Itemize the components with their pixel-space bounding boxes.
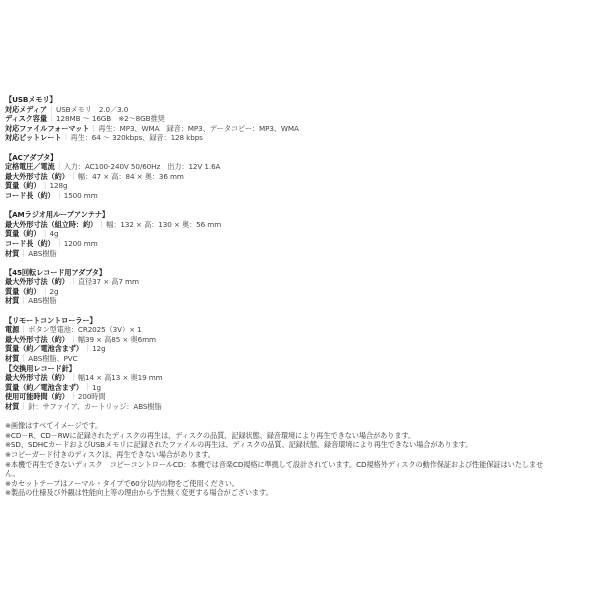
- spec-value: 針：サファイア、カートリッジ：ABS樹脂: [28, 402, 162, 411]
- spec-value: ボタン型電池：CR2025（3V）× 1: [28, 325, 142, 335]
- spec-label: 最大外形寸法（組立時：約）: [5, 219, 98, 229]
- spec-row: [5, 220, 597, 230]
- spec-value: 12g: [92, 344, 106, 354]
- spec-label: 対応ファイルフォーマット: [5, 123, 90, 133]
- note-line: ※カセットテープはノーマル・タイプで60分以内の物をご使用ください。: [5, 478, 239, 488]
- spec-row: [5, 114, 597, 124]
- spec-row: [5, 344, 597, 354]
- separator: ｜: [55, 190, 63, 200]
- spec-row: [5, 287, 597, 297]
- spec-value: ABS樹脂: [28, 248, 57, 258]
- spec-value: 4g: [49, 229, 59, 239]
- spec-row: [5, 325, 597, 335]
- separator: ｜: [62, 133, 70, 143]
- separator: ｜: [69, 277, 77, 287]
- note-line: ※製品の仕様及び外観は性能向上等の理由から予告無く変更する場合がございます。: [5, 488, 273, 498]
- spec-label: 電源: [5, 325, 20, 335]
- spec-value: 200時間: [77, 392, 106, 402]
- spec-section: [5, 153, 597, 201]
- spec-row: [5, 172, 597, 182]
- spec-section: [5, 95, 597, 143]
- spec-label: 使用可能時間（約）: [5, 392, 69, 402]
- spec-label: コード長（約）: [5, 238, 55, 248]
- separator: ｜: [41, 286, 49, 296]
- spec-row: [5, 239, 597, 249]
- spec-label: 最大外形寸法（約）: [5, 334, 69, 344]
- spec-value: 再生：MP3、WMA 録音：MP3、データコピー：MP3、WMA: [98, 123, 299, 133]
- separator: ｜: [41, 229, 49, 239]
- spec-value: 幅：132 × 高：130 × 奥：56 mm: [106, 219, 222, 229]
- separator: ｜: [47, 114, 56, 124]
- notes-list: [5, 421, 597, 498]
- spacer: [5, 306, 597, 316]
- spec-sections: [5, 95, 597, 412]
- spec-value: 入力：AC100-240V 50/60Hz 出力：12V 1.6A: [63, 162, 221, 172]
- section-heading: 【交換用レコード針】: [5, 363, 76, 373]
- separator: ｜: [69, 334, 77, 344]
- note-line: ※画像はすべてイメージです。: [5, 421, 103, 431]
- spec-label: 材質: [5, 402, 20, 411]
- spacer: [5, 143, 597, 153]
- note-line: ん。: [5, 469, 20, 479]
- spec-label: 質量（約）: [5, 286, 41, 296]
- separator: ｜: [20, 296, 28, 306]
- separator: ｜: [83, 344, 92, 354]
- spec-row: [5, 392, 597, 402]
- spec-value: 1g: [92, 382, 101, 392]
- spec-row: [5, 191, 597, 201]
- spec-row: [5, 105, 597, 115]
- spec-value: 再生：64 ～ 320kbps、録音：128 kbps: [70, 133, 203, 143]
- spec-document: [5, 95, 597, 498]
- spec-value: 1200 mm: [63, 238, 98, 248]
- separator: ｜: [69, 373, 77, 383]
- separator: ｜: [90, 123, 98, 133]
- section-heading: 【リモートコントローラー】: [5, 315, 97, 325]
- spec-label: ディスク容量: [5, 114, 47, 124]
- spec-label: 材質: [5, 354, 20, 364]
- spacer: [5, 258, 597, 268]
- spec-label: 最大外形寸法（約）: [5, 277, 69, 287]
- spec-row: [5, 162, 597, 172]
- spec-row: [5, 181, 597, 191]
- spec-row: [5, 402, 597, 412]
- spec-row: [5, 249, 597, 259]
- spec-label: コード長（約）: [5, 190, 55, 200]
- separator: ｜: [47, 104, 56, 114]
- spec-value: 2g: [49, 286, 59, 296]
- spec-row: [5, 335, 597, 345]
- spec-label: 質量（約）: [5, 229, 41, 239]
- spec-value: 幅：47 × 高：84 × 奥：36 mm: [77, 171, 184, 181]
- note-line: ※SD、SDHCカードおよびUSBメモリに記録されたファイルの再生は、ディスクの品質、記録状態、録音環境により再生できない場合があります。: [5, 440, 473, 450]
- spec-value: 128MB ～ 16GB ※2～8GB推奨: [56, 114, 165, 124]
- spec-row: [5, 373, 597, 383]
- spec-value: 幅14 × 高13 × 奥19 mm: [77, 373, 163, 383]
- spec-label: 定格電圧／電流: [5, 162, 55, 172]
- section-heading: 【USBメモリ】: [5, 95, 57, 104]
- spec-section: [5, 268, 597, 306]
- section-heading: 【45回転レコード用アダプタ】: [5, 267, 106, 277]
- spec-section: [5, 316, 597, 364]
- separator: ｜: [41, 181, 49, 191]
- section-heading: 【ACアダプタ】: [5, 152, 58, 162]
- spec-label: 対応メディア: [5, 104, 47, 114]
- separator: ｜: [55, 238, 63, 248]
- separator: ｜: [69, 171, 77, 181]
- spec-value: 128g: [49, 181, 68, 191]
- spec-row: [5, 133, 597, 143]
- note-line: ※CD－R、CD－RWに記録されたディスクの再生は、ディスクの品質、記録状態、録音環境により再生できない場合があります。: [5, 430, 415, 440]
- spec-label: 材質: [5, 248, 20, 258]
- spec-section: [5, 210, 597, 258]
- note-line: ※本機で再生できないディスク コピーコントロールCD：本機では音楽CD規格に準拠して設計されています。CD規格外ディスクの動作保証および性能保証はいたしませ: [5, 459, 544, 469]
- spec-row: [5, 354, 597, 364]
- spec-row: [5, 296, 597, 306]
- spec-value: 直径37 × 高7 mm: [77, 277, 139, 287]
- spec-label: 最大外形寸法（約）: [5, 373, 69, 383]
- spec-label: 材質: [5, 296, 20, 306]
- spec-row: [5, 277, 597, 287]
- spec-label: 最大外形寸法（約）: [5, 171, 69, 181]
- spec-row: [5, 229, 597, 239]
- spec-row: [5, 383, 597, 393]
- separator: ｜: [20, 325, 28, 335]
- separator: ｜: [98, 219, 106, 229]
- spec-section: [5, 364, 597, 412]
- spec-label: 質量（約／電池含まず）: [5, 344, 83, 354]
- spec-row: [5, 124, 597, 134]
- spec-value: 幅39 × 高85 × 奥6mm: [77, 334, 156, 344]
- spec-label: 質量（約）: [5, 181, 41, 191]
- spec-value: 1500 mm: [63, 190, 98, 200]
- spec-value: ABS樹脂: [28, 296, 57, 306]
- spacer: [5, 201, 597, 211]
- separator: ｜: [69, 392, 77, 402]
- separator: ｜: [20, 402, 28, 411]
- spec-label: 質量（約／電池含まず）: [5, 382, 83, 392]
- separator: ｜: [83, 382, 92, 392]
- spec-label: 対応ビットレート: [5, 133, 62, 143]
- note-line: ※コピーガード付きのディスクは、再生できない場合があります。: [5, 449, 215, 459]
- separator: ｜: [20, 354, 28, 364]
- separator: ｜: [20, 248, 28, 258]
- spec-value: ABS樹脂、PVC: [28, 354, 78, 364]
- spacer: [5, 412, 597, 422]
- section-heading: 【AMラジオ用ループアンテナ】: [5, 210, 110, 220]
- separator: ｜: [55, 162, 63, 172]
- spec-value: USBメモリ 2.0／3.0: [56, 104, 129, 114]
